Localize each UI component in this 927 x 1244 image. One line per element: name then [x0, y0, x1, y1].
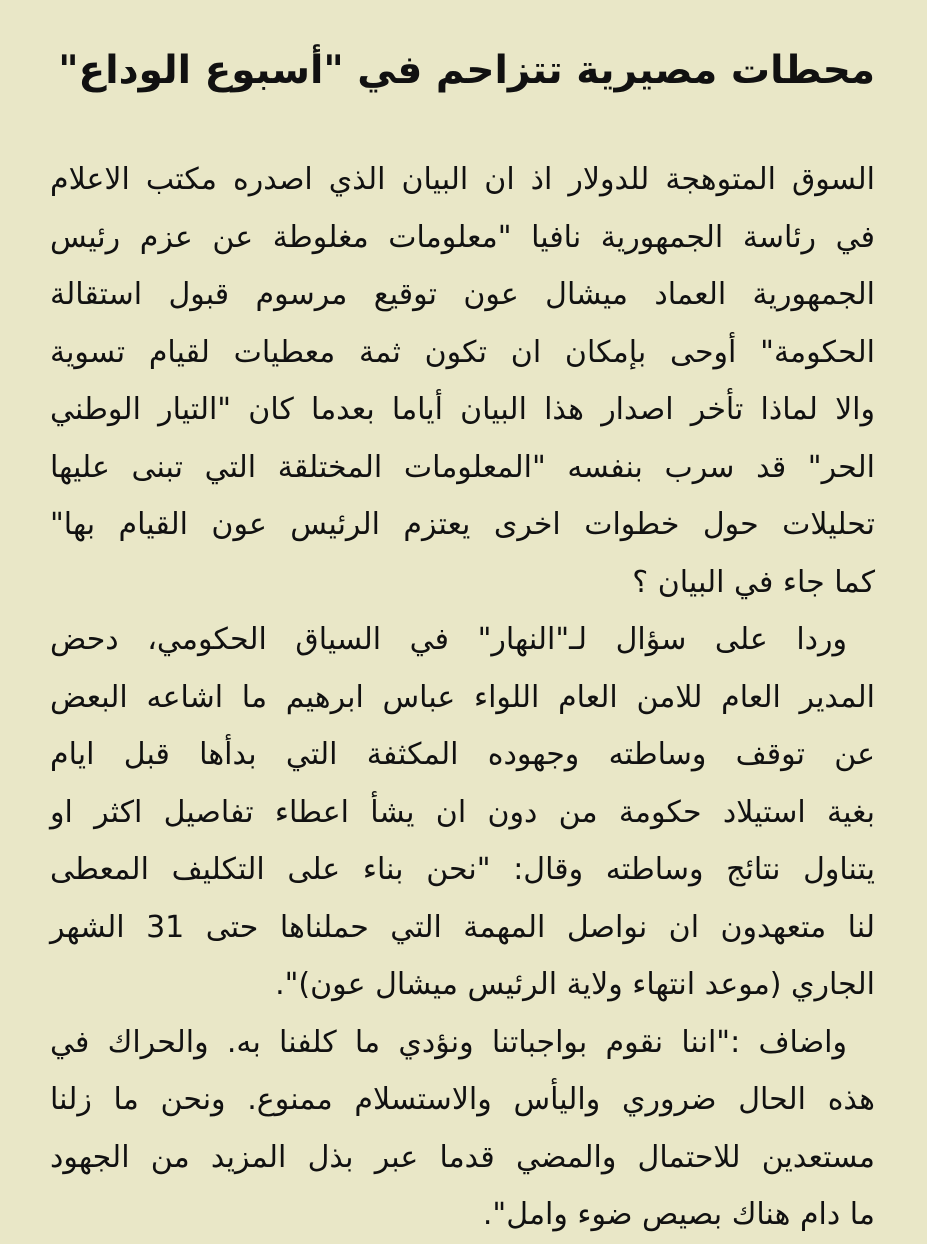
- article-line: السوق المتوهجة للدولار اذ ان البيان الذي اصدره مكتب الاعلام: [50, 162, 875, 197]
- article-line: الحكومة" أوحى بإمكان ان تكون ثمة معطيات لقيام تسوية: [50, 334, 875, 370]
- article-line: والا لماذا تأخر اصدار هذا البيان أياما بعدما كان "التيار الوطني: [50, 392, 875, 427]
- article-line: كما جاء في البيان ؟: [632, 564, 875, 600]
- article-body: [50, 151, 875, 1244]
- article-line: الجاري (موعد انتهاء ولاية الرئيس ميشال عون)".: [275, 967, 875, 1002]
- article-line: هذه الحال ضروري واليأس والاستسلام ممنوع. ونحن ما زلنا: [50, 1082, 875, 1117]
- article-line: ما دام هناك بصيص ضوء وامل".: [482, 1197, 875, 1232]
- article-line: الحر" قد سرب بنفسه "المعلومات المختلقة التي تبنى عليها: [50, 449, 875, 485]
- article-line: الجمهورية العماد ميشال عون توقيع مرسوم قبول استقالة: [50, 277, 875, 312]
- article-line: يتناول نتائج وساطته وقال: "نحن بناء على التكليف المعطى: [50, 852, 875, 887]
- article-line: وردا على سؤال لـ"النهار" في السياق الحكومي، دحض: [50, 622, 847, 657]
- article-line: تحليلات حول خطوات اخرى يعتزم الرئيس عون القيام بها": [50, 507, 875, 542]
- article-line: بغية استيلاد حكومة من دون ان يشأ اعطاء تفاصيل اكثر او: [50, 794, 875, 830]
- article-headline: محطات مصيرية تتزاحم في "أسبوع الوداع": [58, 48, 875, 93]
- article-line: عن توقف وساطته وجهوده المكثفة التي بدأها قبل ايام: [50, 737, 875, 772]
- article-line: لنا متعهدون ان نواصل المهمة التي حملناها حتى 31 الشهر: [50, 909, 875, 945]
- article-line: واضاف :"اننا نقوم بواجباتنا ونؤدي ما كلفنا به. والحراك في: [50, 1024, 847, 1060]
- article-line: مستعدين للاحتمال والمضي قدما عبر بذل المزيد من الجهود: [50, 1139, 875, 1175]
- article-line: المدير العام للامن العام اللواء عباس ابرهيم ما اشاعه البعض: [50, 679, 875, 715]
- article-line: في رئاسة الجمهورية نافيا "معلومات مغلوطة عن عزم رئيس: [50, 219, 875, 255]
